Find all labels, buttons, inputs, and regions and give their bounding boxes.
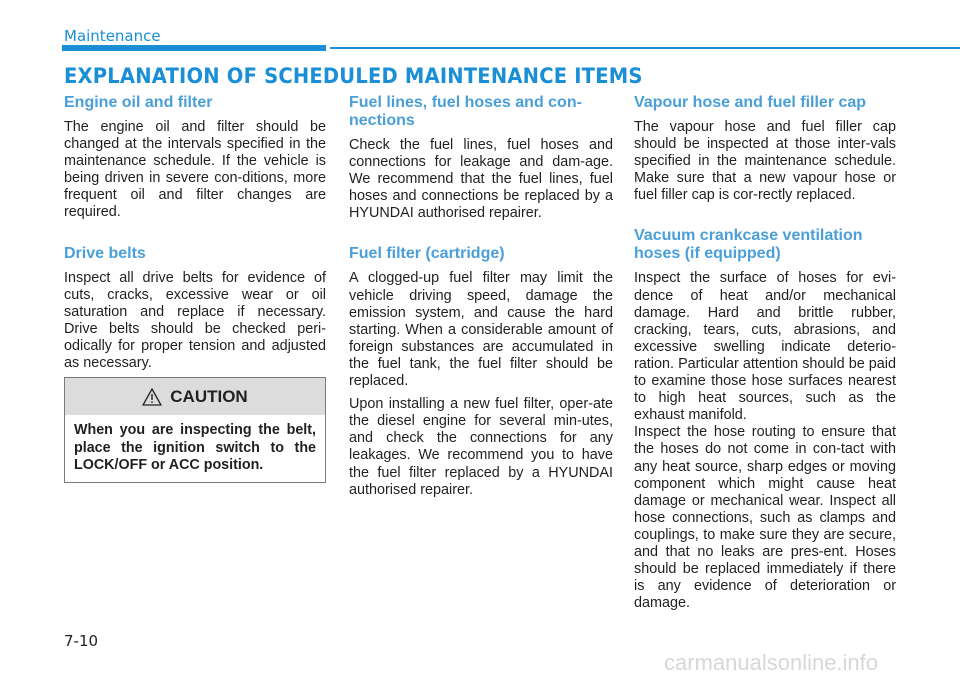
warning-triangle-icon — [142, 388, 162, 406]
page-title: EXPLANATION OF SCHEDULED MAINTENANCE ITEMS — [64, 64, 643, 88]
heading-fuel-filter: Fuel filter (cartridge) — [349, 245, 505, 263]
column-3 — [634, 94, 896, 618]
caution-text: When you are inspecting the belt, place the ignition switch to the LOCK/OFF or ACC position. — [74, 422, 316, 473]
heading-fuel-lines: Fuel lines, fuel hoses and con-nections — [349, 94, 582, 129]
watermark: carmanualsonline.info — [664, 650, 879, 675]
caution-label: CAUTION — [170, 386, 248, 406]
paragraph-fuel-filter-1: A clogged-up fuel filter may limit the vehicle driving speed, damage the emission system, and cause the hard starting. When a considerable amount of foreign substances are accumulated in the fuel tank, the fuel filter should be replaced. — [349, 270, 613, 390]
paragraph-fuel-lines: Check the fuel lines, fuel hoses and connections for leakage and dam-age. We recommend that the fuel lines, fuel hoses and connections be replaced by a HYUNDAI authorised repairer. — [349, 137, 613, 222]
heading-vacuum-crankcase: Vacuum crankcase ventilation hoses (if equipped) — [634, 227, 863, 263]
paragraph-vapour-hose: The vapour hose and fuel filler cap should be inspected at those inter-vals specified in the maintenance schedule. Make sure that a new vapour hose or fuel filler cap is cor-rectly replaced. — [634, 119, 896, 204]
heading-drive-belts: Drive belts — [64, 244, 146, 262]
caution-header — [65, 378, 325, 415]
paragraph-fuel-filter-2: Upon installing a new fuel filter, oper-ate the diesel engine for several min-utes, and check the connections for any leakages. We recommend you to have the fuel filter replaced by a HYUNDAI authorised repairer. — [349, 396, 613, 498]
page-number: 7-10 — [64, 632, 99, 650]
paragraph-vacuum-crankcase-2: Inspect the hose routing to ensure that the hoses do not come in con-tact with any heat source, sharp edges or moving component which might cause heat damage or mechanical wear. Inspect all hose connections, such as clamps and couplings, to make sure they are secure, and that no leaks are pres-ent. Hoses should be replaced immediately if there is any evidence of deterioration or damage. — [634, 424, 896, 612]
header-rule-thick — [62, 45, 326, 51]
heading-engine-oil: Engine oil and filter — [64, 94, 213, 111]
heading-vapour-hose: Vapour hose and fuel filler cap — [634, 94, 867, 111]
header-rule-thin — [330, 47, 960, 49]
section-label: Maintenance — [64, 27, 161, 45]
paragraph-drive-belts: Inspect all drive belts for evidence of cuts, cracks, excessive wear or oil saturation and replace if necessary. Drive belts should be checked peri-odically for proper tension and adjusted as necessary. — [64, 269, 326, 372]
caution-box — [64, 377, 326, 483]
column-2 — [349, 94, 613, 505]
paragraph-engine-oil: The engine oil and filter should be changed at the intervals specified in the maintenance schedule. If the vehicle is being driven in severe con-ditions, more frequent oil and filter changes are required. — [64, 119, 326, 221]
paragraph-vacuum-crankcase-1: Inspect the surface of hoses for evi-dence of heat and/or mechanical damage. Hard and brittle rubber, cracking, tears, cuts, abrasions, and excessive swelling indicate deterio-ration. Particular attention should be paid to examine those hose surfaces nearest to high heat sources, such as the exhaust manifold. — [634, 270, 896, 424]
column-1 — [64, 94, 326, 378]
